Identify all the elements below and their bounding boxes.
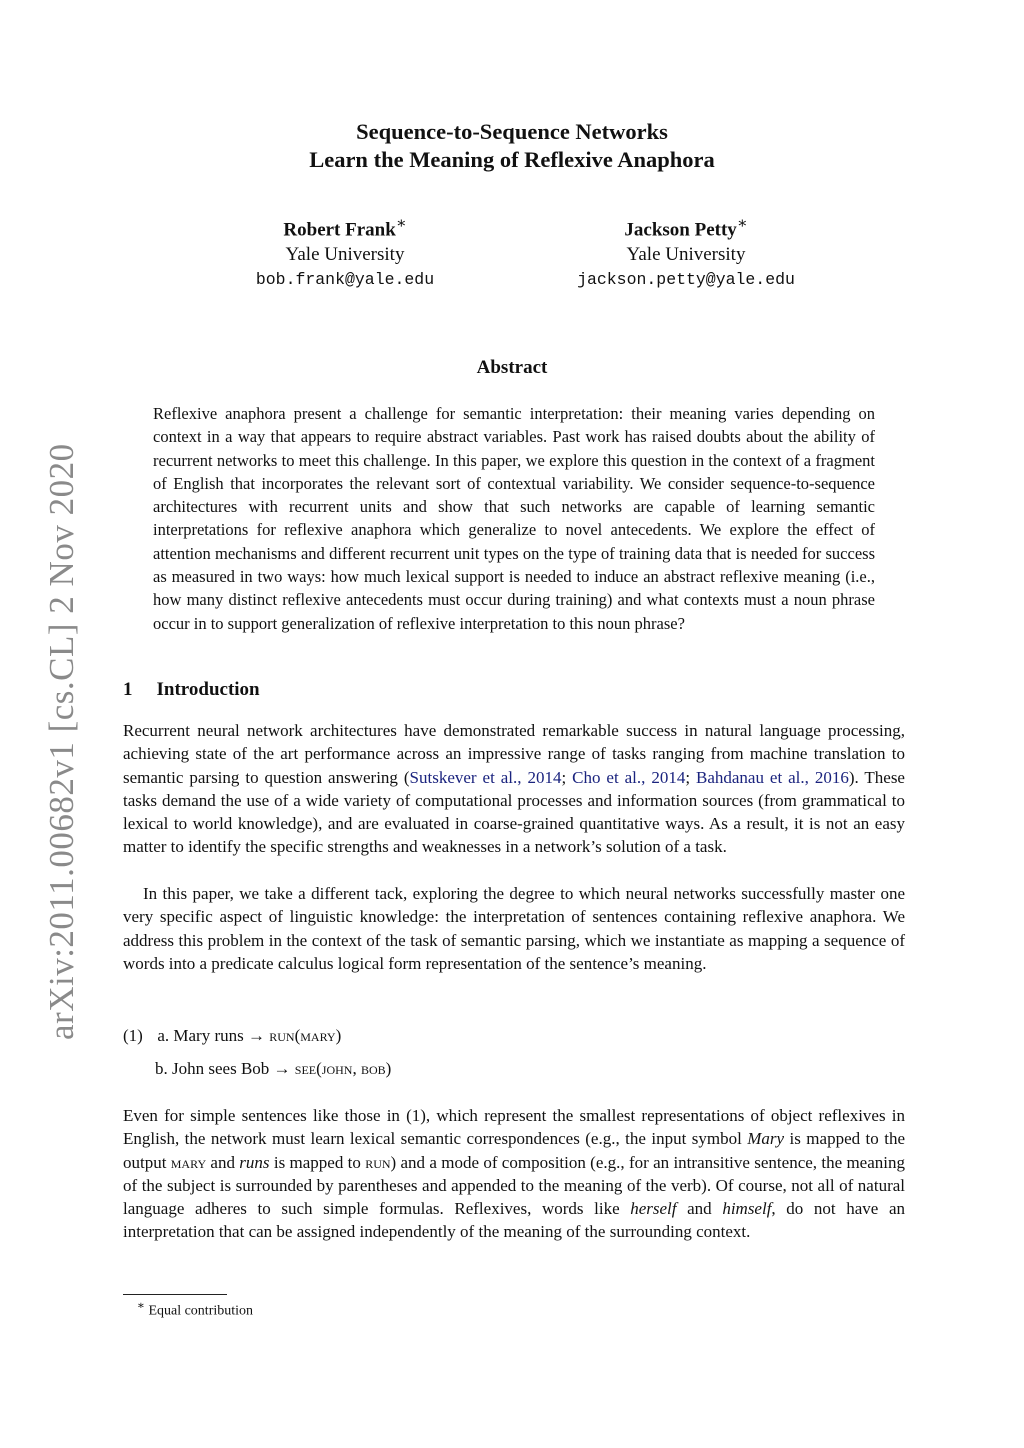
footnote [137,1298,253,1320]
author-affiliation: Yale University [285,244,405,266]
italic-term: herself [630,1199,677,1219]
citation-link[interactable]: Sutskever et al., 2014 [409,767,562,787]
paper-title-line-1: Sequence-to-Sequence Networks [356,119,668,144]
section-heading [123,679,260,701]
author-email[interactable]: bob.frank@yale.edu [255,270,435,290]
paragraph-text: and [206,1152,240,1172]
italic-term: himself [722,1199,772,1219]
section-number: 1 [123,679,133,700]
example-label: a. [157,1026,170,1045]
citation-link[interactable]: Cho et al., 2014 [572,767,686,787]
example-a [123,1024,341,1047]
author-mark: ∗ [395,215,407,232]
abstract-body: Reflexive anaphora present a challenge for semantic interpretation: their meaning varies depending on context in a way that appears to require abstract variables. Past work has raised doubts about the ability of recurrent networks to meet this challenge. In this paper, we explore this question in the context of a fragment of English that incorporates the relevant sort of contextual variability. We consider sequence-to-sequence architectures with recurrent units and show that such networks are capable of learning semantic interpretations for reflexive anaphora which generalize to novel antecedents. We explore the effect of attention mechanisms and different recurrent unit types on the type of training data that is needed for success as measured in two ways: how much lexical support is needed to induce an abstract reflexive meaning (i.e., how many distinct reflexive antecedents must occur during training) and what contexts must a noun phrase occur in to support generalization of reflexive interpretation to this noun phrase? [153,404,875,633]
citation-separator: ; [561,767,573,787]
paragraph-text: ) and a mode of composition (e.g., for an intransitive sentence, the meaning of the subject is surrounded by parentheses and appended to the meaning of the verb). Of course, not all of natural language adheres to such simple formulas. Reflexives, words like [123,1152,905,1219]
author-block-2 [526,211,846,292]
example-b [155,1057,391,1080]
footnote-mark: ∗ [137,1299,145,1312]
citation-separator: ; [685,767,696,787]
arrow-icon: → [247,1026,265,1045]
italic-term: Mary [747,1129,785,1149]
abstract-heading: Abstract [476,357,548,378]
footnote-rule [123,1294,227,1295]
paragraph-text: and [676,1199,723,1219]
italic-term: runs [239,1152,270,1172]
paragraph-text: Recurrent neural network architectures have demonstrated remarkable success in natural language processing, achieving state of the art performance across an impressive range of tasks ranging from machine translation to semantic parsing to question answering ( [123,721,905,787]
author-mark: ∗ [736,215,748,232]
example-sentence: Mary runs [173,1026,244,1045]
author-email[interactable]: jackson.petty@yale.edu [577,270,795,290]
author-block-1 [185,211,505,292]
paper-title-line-2: Learn the Meaning of Reflexive Anaphora [309,147,715,172]
example-sentence: John sees Bob [172,1059,270,1078]
arxiv-stamp: arXiv:2011.00682v1 [cs.CL] 2 Nov 2020 [42,443,81,1040]
logic-symbol: mary [170,1152,207,1172]
paragraph-text: , do not have an interpretation that can be assigned independently of the meaning of the surrounding context. [123,1199,906,1242]
author-name: Jackson Petty [624,219,737,241]
paragraph-text: Even for simple sentences like those in (1), which represent the smallest representations of object reflexives in English, the network must learn lexical semantic correspondences (e.g., the input symbol [123,1106,905,1149]
intro-paragraph-2: In this paper, we take a different tack, exploring the degree to which neural networks successfully master one very specific aspect of linguistic knowledge: the interpretation of sentences containing reflexive anaphora. We address this problem in the context of the task of semantic parsing, which we instantiate as mapping a sequence of words into a predicate calculus logical form representation of the sentence’s meaning. [123,884,905,973]
citation-link[interactable]: Bahdanau et al., 2016 [696,767,849,787]
paragraph-text: ). These tasks demand the use of a wide variety of computational processes and information sources (from grammatical to lexical to world knowledge), and are evaluated in coarse-grained quantitative ways. As a result, it is not an easy matter to identify the specific strengths and weaknesses in a network’s solution of a task. [123,767,905,857]
intro-paragraph-3 [123,1104,905,1244]
section-title: Introduction [156,679,260,700]
intro-paragraph-1 [123,719,905,859]
author-affiliation: Yale University [626,244,746,266]
paragraph-text: is mapped to the output [123,1129,905,1172]
footnote-text: Equal contribution [148,1303,254,1319]
example-label: b. [155,1059,168,1078]
author-name: Robert Frank [283,219,396,241]
logic-symbol: run [365,1152,391,1172]
example-number: (1) [123,1026,143,1045]
arrow-icon: → [273,1059,291,1078]
paragraph-text: is mapped to [269,1152,366,1172]
example-logical-form: run(mary) [269,1026,342,1045]
example-logical-form: see(john, bob) [294,1059,392,1078]
